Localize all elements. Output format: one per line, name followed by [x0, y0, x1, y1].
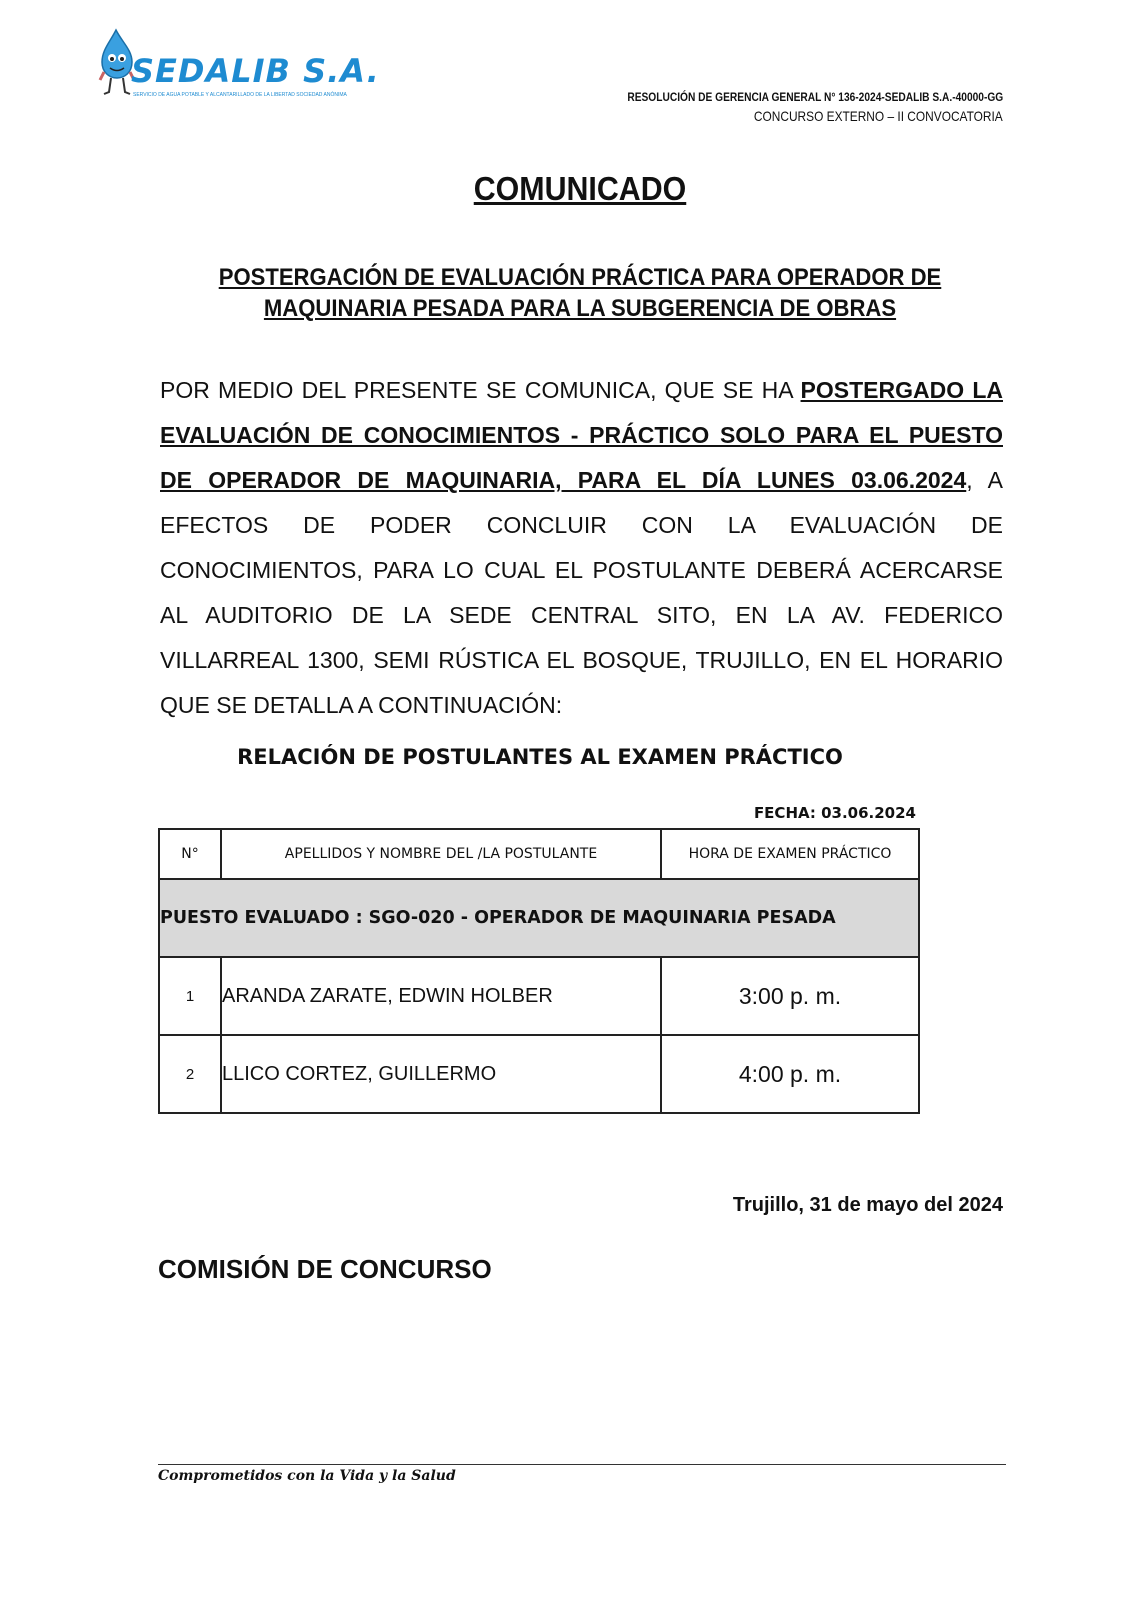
company-logo: [98, 28, 380, 103]
body-highlight: POSTERGADO LA EVALUACIÓN DE CONOCIMIENTOS - PRÁCTICO SOLO PARA EL PUESTO DE OPERADOR DE MAQUINARIA, PARA EL DÍA LUNES 03.06.2024: [160, 377, 1003, 493]
place-date: Trujillo, 31 de mayo del 2024: [732, 1194, 1003, 1216]
exam-date: FECHA: 03.06.2024: [753, 804, 916, 822]
table-header-row: [159, 829, 919, 879]
document-subtitle: [194, 262, 967, 324]
applicant-name: ARANDA ZARATE, EDWIN HOLBER: [221, 957, 661, 1035]
header-name: APELLIDOS Y NOMBRE DEL /LA POSTULANTE: [221, 829, 661, 879]
contest-label: CONCURSO EXTERNO – II CONVOCATORIA: [754, 108, 1003, 124]
position-label: PUESTO EVALUADO : SGO-020 - OPERADOR DE MAQUINARIA PESADA: [159, 879, 919, 957]
footer-slogan: Comprometidos con la Vida y la Salud: [158, 1468, 456, 1484]
header-number: N°: [159, 829, 221, 879]
body-rest: , A EFECTOS DE PODER CONCLUIR CON LA EVALUACIÓN DE CONOCIMIENTOS, PARA LO CUAL EL POSTULANTE DEBERÁ ACERCARSE AL AUDITORIO DE LA SEDE CENTRAL SITO, EN LA AV. FEDERICO VILLARREAL 1300, SEMI RÚSTICA EL BOSQUE, TRUJILLO, EN EL HORARIO QUE SE DETALLA A CONTINUACIÓN:: [160, 467, 1003, 718]
logo-wordmark: SEDALIB S.A.: [131, 52, 380, 90]
resolution-reference: RESOLUCIÓN DE GERENCIA GENERAL N° 136-2024-SEDALIB S.A.-40000-GG: [627, 90, 1003, 104]
exam-time: 4:00 p. m.: [661, 1035, 919, 1113]
position-group-row: [159, 879, 919, 957]
exam-time: 3:00 p. m.: [661, 957, 919, 1035]
header-time: HORA DE EXAMEN PRÁCTICO: [661, 829, 919, 879]
list-title: RELACIÓN DE POSTULANTES AL EXAMEN PRÁCTICO: [237, 745, 843, 769]
body-intro: POR MEDIO DEL PRESENTE SE COMUNICA, QUE SE HA: [160, 377, 801, 403]
subtitle-line-1: POSTERGACIÓN DE EVALUACIÓN PRÁCTICA PARA OPERADOR DE: [218, 264, 942, 291]
table-row: [159, 1035, 919, 1113]
applicants-table: [158, 828, 920, 1114]
table-row: [159, 957, 919, 1035]
row-number: 1: [159, 957, 221, 1035]
signature-committee: COMISIÓN DE CONCURSO: [158, 1254, 492, 1284]
body-paragraph: [160, 368, 1003, 728]
applicant-name: LLICO CORTEZ, GUILLERMO: [221, 1035, 661, 1113]
row-number: 2: [159, 1035, 221, 1113]
footer-divider: [158, 1464, 1006, 1465]
logo-subtitle: SERVICIO DE AGUA POTABLE Y ALCANTARILLADO DE LA LIBERTAD SOCIEDAD ANÓNIMA: [133, 92, 347, 98]
subtitle-line-2: MAQUINARIA PESADA PARA LA SUBGERENCIA DE OBRAS: [263, 295, 897, 322]
document-title: COMUNICADO: [473, 170, 687, 207]
